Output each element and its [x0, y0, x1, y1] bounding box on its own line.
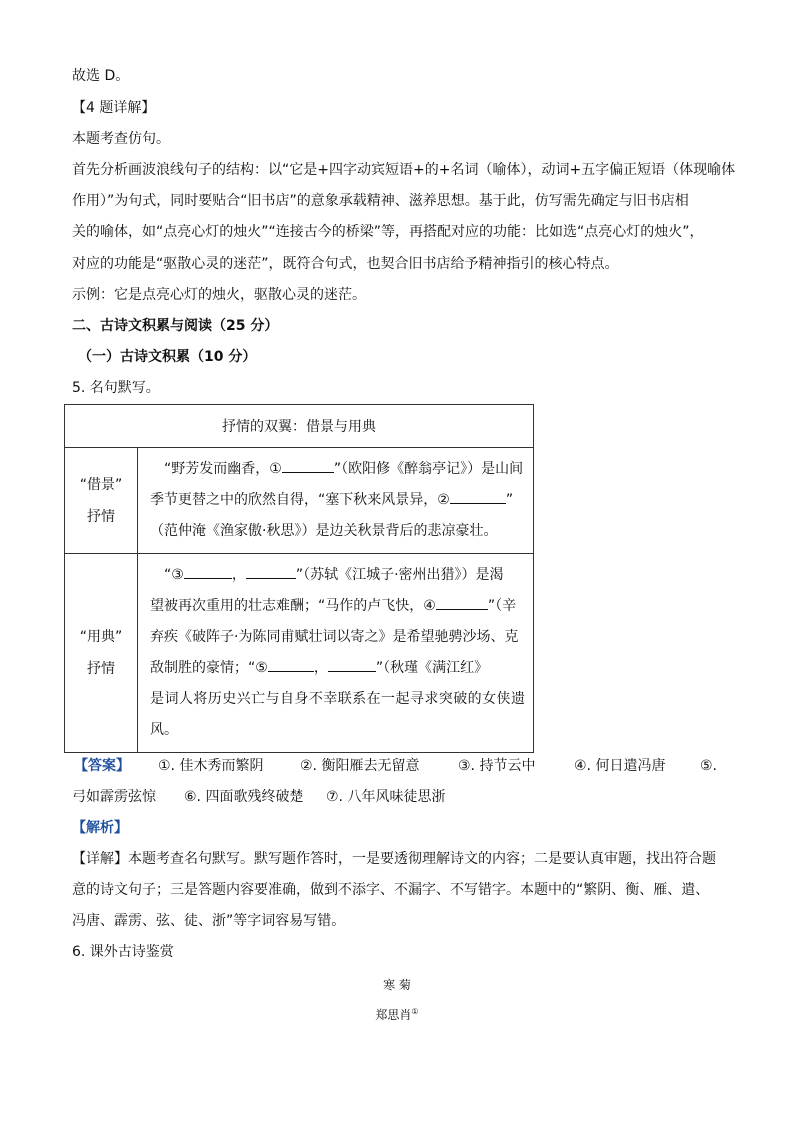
- blank-3a[interactable]: [184, 564, 232, 579]
- q4-analysis-line: 关的喻体，如“点亮心灯的烛火”“连接古今的桥梁”等，再搭配对应的功能：比如选“点亮心灯的烛火”，: [72, 224, 704, 240]
- section-subtitle: （一）古诗文积累（10 分）: [78, 349, 257, 365]
- answer-label: 【答案】: [74, 758, 130, 774]
- text-fragment: ”（辛: [487, 598, 517, 614]
- row-label-allusion: [65, 554, 138, 753]
- text-fragment: ”: [505, 492, 514, 508]
- analysis-label: 【解析】: [72, 820, 128, 836]
- analysis-line: 【详解】本题考查名句默写。默写题作答时，一是要透彻理解诗文的内容；二是要认真审题，找出符合题: [72, 851, 716, 867]
- row-label-line: “用典”: [79, 629, 123, 645]
- blank-5b[interactable]: [328, 657, 376, 672]
- blank-1[interactable]: [282, 458, 334, 473]
- blank-3b[interactable]: [246, 564, 296, 579]
- q4-header: 【4 题详解】: [72, 100, 156, 116]
- q5-prompt: 5. 名句默写。: [72, 380, 160, 396]
- answer-item: ①. 佳木秀而繁阴: [158, 758, 264, 774]
- section-title: 二、古诗文积累与阅读（25 分）: [72, 318, 279, 334]
- text-fragment: ”（欧阳修《醉翁亭记》）是山间: [333, 461, 524, 477]
- blank-5a[interactable]: [268, 657, 314, 672]
- answer-item: ④. 何日遣冯唐: [574, 758, 666, 774]
- row-text-allusion: [138, 554, 534, 753]
- row-label-scenery: [65, 448, 138, 554]
- text-fragment: ，: [231, 567, 246, 583]
- row-label-line: 抒情: [87, 661, 115, 677]
- poem-author-line: [0, 1006, 794, 1023]
- text-fragment: ”（苏轼《江城子·密州出猎》）是渴: [295, 567, 504, 583]
- answer-item: ⑦. 八年风味徒思浙: [326, 789, 446, 805]
- fill-in-table: [64, 404, 534, 753]
- q4-analysis-line: 对应的功能是“驱散心灵的迷茫”，既符合句式，也契合旧书店给予精神指引的核心特点。: [72, 256, 619, 272]
- answer-item: ③. 持节云中: [458, 758, 536, 774]
- q4-example: 示例：它是点亮心灯的烛火，驱散心灵的迷茫。: [72, 287, 366, 303]
- text-fragment: 是词人将历史兴亡与自身不幸联系在一起寻求突破的女侠遗风。: [150, 691, 525, 738]
- blank-4[interactable]: [436, 595, 488, 610]
- text-fragment: （范仲淹《渔家傲·秋思》）是边关秋景背后的悲凉豪壮。: [150, 523, 498, 539]
- poem-author: 郑思肖: [375, 1008, 412, 1022]
- answer-item: ②. 衡阳雁去无留意: [300, 758, 420, 774]
- blank-2[interactable]: [450, 489, 506, 504]
- text-fragment: 弃疾《破阵子·为陈同甫赋壮词以寄之》是希望驰骋沙场、克: [150, 629, 519, 645]
- text-fragment: ，: [313, 660, 328, 676]
- q4-topic: 本题考查仿句。: [72, 131, 170, 147]
- text-fragment: ”（秋瑾《满江红》: [375, 660, 489, 676]
- answer-item: 弓如霹雳弦惊: [72, 789, 156, 805]
- q6-prompt: 6. 课外古诗鉴赏: [72, 944, 174, 960]
- q4-analysis-line: 首先分析画波浪线句子的结构：以“它是+四字动宾短语+的+名词（喻体），动词+五字偏正短语（体现喻体: [72, 162, 736, 178]
- analysis-line: 意的诗文句子；三是答题内容要准确，做到不添字、不漏字、不写错字。本题中的“繁阴、衡、雁、遣、: [72, 882, 710, 898]
- prev-conclusion: 故选 D。: [72, 68, 130, 84]
- footnote-mark: ①: [411, 1007, 419, 1016]
- q4-analysis-line: 作用）”为句式，同时要贴合“旧书店”的意象承载精神、滋养思想。基于此，仿写需先确定与旧书店相: [72, 193, 689, 209]
- row-label-line: 抒情: [87, 508, 115, 525]
- text-fragment: 望被再次重用的壮志难酬；“马作的卢飞快，④: [150, 598, 436, 614]
- text-fragment: 季节更替之中的欣然自得，“塞下秋来风景异，②: [150, 492, 450, 508]
- poem-title: 寒 菊: [383, 978, 411, 992]
- text-fragment: 敌制胜的豪情；“⑤: [150, 660, 268, 676]
- answer-item: ⑤.: [700, 758, 718, 774]
- text-fragment: “野芳发而幽香，①: [164, 461, 282, 477]
- row-label-line: “借景”: [79, 476, 123, 493]
- row-text-scenery: [138, 448, 534, 554]
- answer-item: ⑥. 四面歌残终破楚: [184, 789, 304, 805]
- text-fragment: “③: [164, 567, 184, 583]
- analysis-line: 冯唐、霹雳、弦、徒、浙”等字词容易写错。: [72, 913, 346, 929]
- table-header: 抒情的双翼：借景与用典: [65, 405, 534, 448]
